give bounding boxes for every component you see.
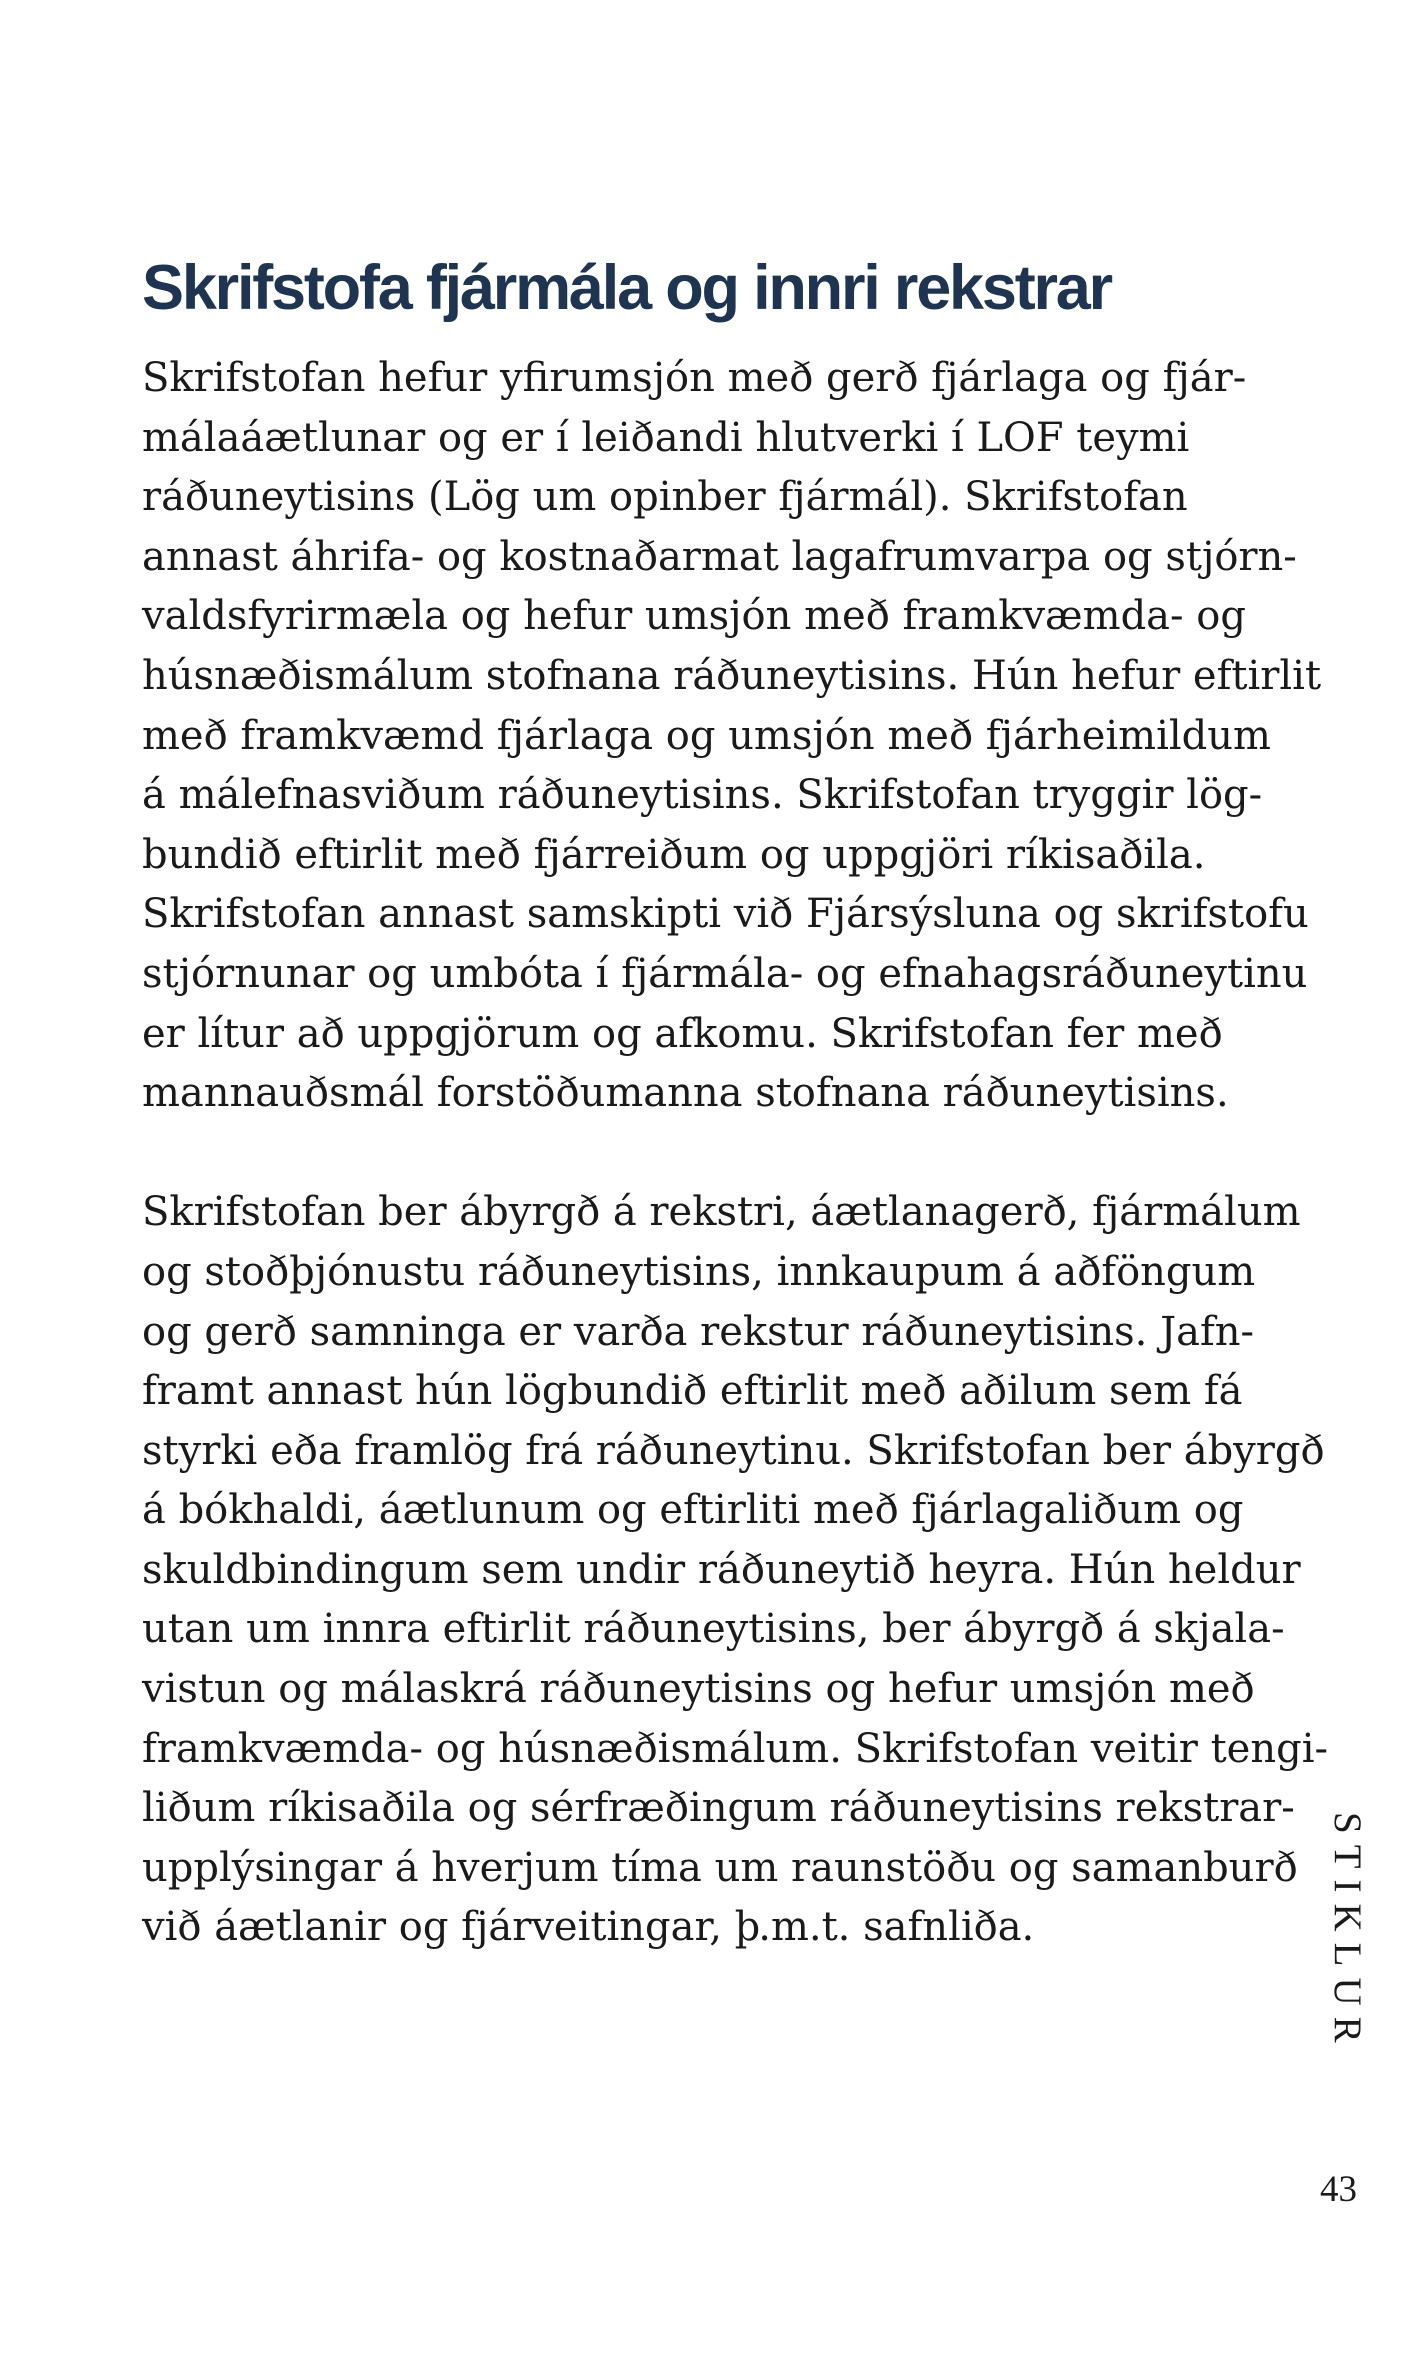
text-line: með framkvæmd fjárlaga og umsjón með fjárheimildum — [142, 712, 1271, 759]
text-line: er lítur að uppgjörum og afkomu. Skrifstofan fer með — [142, 1010, 1223, 1057]
running-head: STIKLUR — [1326, 1812, 1369, 2054]
text-line: framkvæmda- og húsnæðismálum. Skrifstofan veitir tengi- — [142, 1725, 1329, 1772]
text-line: liðum ríkisaðila og sérfræðingum ráðuneytisins rekstrar- — [142, 1785, 1295, 1832]
text-line: húsnæðismálum stofnana ráðuneytisins. Hún hefur eftirlit — [142, 652, 1322, 699]
paragraph-spacer — [142, 1124, 1292, 1184]
text-line: og stoðþjónustu ráðuneytisins, innkaupum á aðföngum — [142, 1248, 1256, 1295]
page-number: 43 — [1320, 2169, 1357, 2210]
text-line: á bókhaldi, áætlunum og eftirliti með fjárlagaliðum og — [142, 1487, 1244, 1534]
text-line: framt annast hún lögbundið eftirlit með aðilum sem fá — [142, 1368, 1243, 1415]
text-line: utan um innra eftirlit ráðuneytisins, ber ábyrgð á skjala- — [142, 1606, 1285, 1653]
paragraph-1 — [142, 349, 1322, 1124]
text-line: á málefnasviðum ráðuneytisins. Skrifstofan tryggir lög- — [142, 772, 1263, 819]
text-line: upplýsingar á hverjum tíma um raunstöðu og samanburð — [142, 1844, 1298, 1891]
text-line: og gerð samninga er varða rekstur ráðuneytisins. Jafn- — [142, 1308, 1255, 1355]
text-line: annast áhrifa- og kostnaðarmat lagafrumvarpa og stjórn- — [142, 533, 1297, 580]
text-line: Skrifstofan annast samskipti við Fjársýsluna og skrifstofu — [142, 891, 1309, 938]
text-line: Skrifstofan hefur yfirumsjón með gerð fjárlaga og fjár- — [142, 355, 1247, 401]
text-line: Skrifstofan ber ábyrgð á rekstri, áætlanagerð, fjármálum — [142, 1189, 1301, 1236]
section-heading: Skrifstofa fjármála og innri rekstrar — [142, 253, 1111, 323]
text-line: mannauðsmál forstöðumanna stofnana ráðuneytisins. — [142, 1070, 1229, 1117]
text-line: stjórnunar og umbóta í fjármála- og efnahagsráðuneytinu — [142, 950, 1308, 997]
text-line: vistun og málaskrá ráðuneytisins og hefur umsjón með — [142, 1666, 1255, 1713]
text-line: valdsfyrirmæla og hefur umsjón með framkvæmda- og — [142, 593, 1246, 640]
body-text — [142, 349, 1329, 1958]
text-line: bundið eftirlit með fjárreiðum og uppgjöri ríkisaðila. — [142, 831, 1206, 878]
text-line: skuldbindingum sem undir ráðuneytið heyra. Hún heldur — [142, 1546, 1301, 1593]
text-line: við áætlanir og fjárveitingar, þ.m.t. safnliða. — [142, 1904, 1035, 1951]
text-line: styrki eða framlög frá ráðuneytinu. Skrifstofan ber ábyrgð — [142, 1427, 1325, 1474]
paragraph-2 — [142, 1183, 1329, 1958]
text-line: málaáætlunar og er í leiðandi hlutverki í LOF teymi — [142, 414, 1190, 461]
text-line: ráðuneytisins (Lög um opinber fjármál). Skrifstofan — [142, 474, 1188, 521]
